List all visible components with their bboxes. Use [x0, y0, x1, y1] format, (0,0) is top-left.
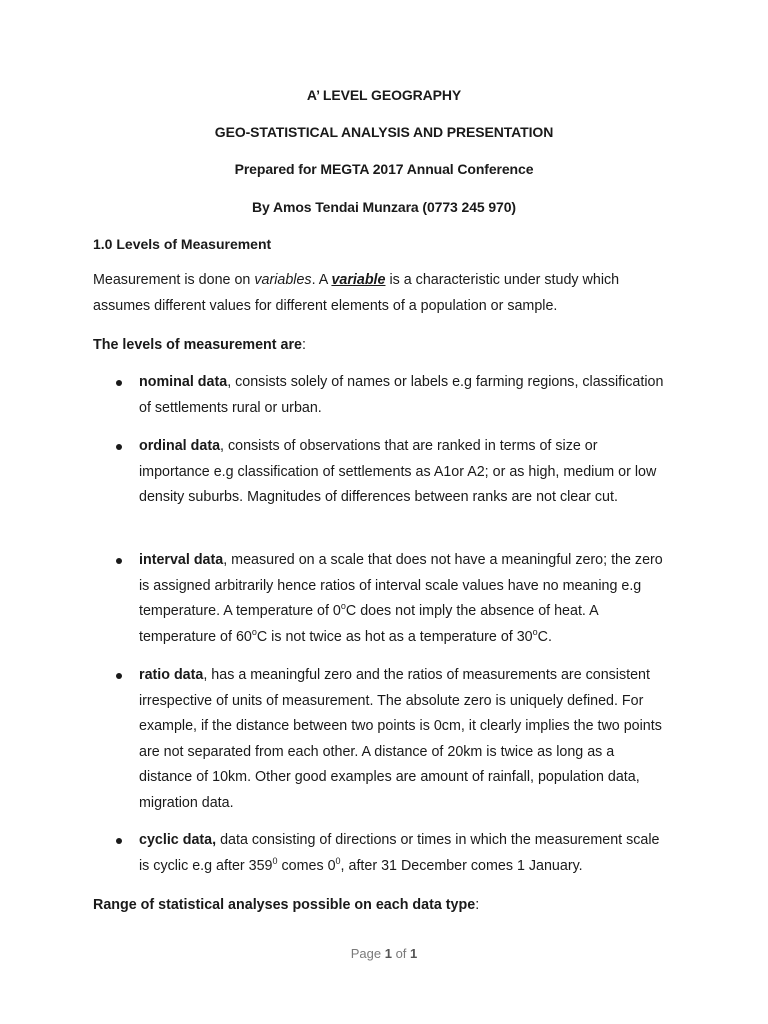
- page-current: 1: [384, 946, 392, 961]
- of-word: of: [395, 946, 407, 961]
- bullet-term: interval data: [139, 552, 224, 568]
- bullet-icon: [115, 672, 123, 680]
- degree-superscript: o: [340, 601, 346, 612]
- range-heading-text: Range of statistical analyses possible on each data type: [93, 897, 476, 913]
- author-line: By Amos Tendai Munzara (0773 245 970): [252, 199, 516, 215]
- bullet-text: C.: [537, 628, 552, 645]
- range-heading: [93, 893, 673, 919]
- variable-term: variable: [331, 272, 386, 288]
- intro-paragraph: [93, 268, 673, 319]
- bullet-text: C does not imply the absence of heat. A temperature of 60: [139, 603, 598, 645]
- degree-superscript: 0: [335, 855, 341, 866]
- document-title: A’ LEVEL GEOGRAPHY: [306, 87, 462, 103]
- degree-superscript: 0: [272, 855, 278, 866]
- section-title: 1.0 Levels of Measurement: [93, 236, 272, 252]
- page-word: Page: [350, 946, 382, 961]
- page-total: 1: [410, 946, 418, 961]
- levels-heading-text: The levels of measurement are: [93, 337, 302, 353]
- bullet-text: comes 0: [277, 857, 336, 874]
- bullet-icon: [115, 557, 123, 565]
- bullet-text: , consists of observations that are ranked in terms of size or importance e.g classification of settlements as A1or A2; or as high, medium or low density suburbs. Magnitudes of differences between ranks are not clear cut.: [139, 438, 657, 505]
- degree-superscript: o: [532, 626, 538, 637]
- document-subtitle: GEO-STATISTICAL ANALYSIS AND PRESENTATION: [214, 124, 554, 140]
- bullet-icon: [115, 379, 123, 387]
- bullet-text: data consisting of directions or times in which the measurement scale is cyclic e.g after 359: [139, 832, 660, 874]
- list-item-nominal: [139, 370, 669, 421]
- bullet-text: , after 31 December comes 1 January.: [340, 857, 583, 874]
- bullet-text: , consists solely of names or labels e.g farming regions, classification of settlements rural or urban.: [139, 374, 664, 416]
- variables-word: variables: [254, 272, 312, 288]
- bullet-term: nominal data: [139, 374, 228, 390]
- page-indicator: [0, 946, 768, 961]
- range-heading-colon: :: [475, 897, 480, 913]
- bullet-icon: [115, 443, 123, 451]
- list-item-ratio: [139, 663, 669, 816]
- intro-text-c: is a characteristic under study which assumes different values for different elements of a population or sample.: [93, 272, 620, 314]
- bullet-icon: [115, 837, 123, 845]
- bullet-term: cyclic data,: [139, 832, 217, 848]
- bullet-text: C is not twice as hot as a temperature of 30: [256, 628, 533, 645]
- conference-line: Prepared for MEGTA 2017 Annual Conference: [234, 161, 534, 177]
- bullet-term: ratio data: [139, 667, 204, 683]
- list-item-cyclic: [139, 828, 669, 879]
- levels-heading-colon: :: [302, 337, 306, 353]
- bullet-text: , measured on a scale that does not have a meaningful zero; the zero is assigned arbitrarily hence ratios of interval scale values have no meaning e.g temperature. A temperature of 0: [139, 552, 663, 619]
- intro-text-b: . A: [311, 272, 332, 288]
- levels-heading: [93, 333, 673, 359]
- degree-superscript: o: [251, 626, 257, 637]
- list-item-ordinal: [139, 434, 669, 511]
- bullet-term: ordinal data: [139, 438, 221, 454]
- list-item-interval: [139, 548, 669, 650]
- intro-text-a: Measurement is done on: [93, 272, 255, 288]
- bullet-text: , has a meaningful zero and the ratios of measurements are consistent irrespective of units of measurement. The absolute zero is uniquely defined. For example, if the distance between two points is 0cm, it clearly implies the two points are not separated from each other. A distance of 20km is twice as long as a distance of 10km. Other good examples are amount of rainfall, population data, migration data.: [139, 667, 662, 811]
